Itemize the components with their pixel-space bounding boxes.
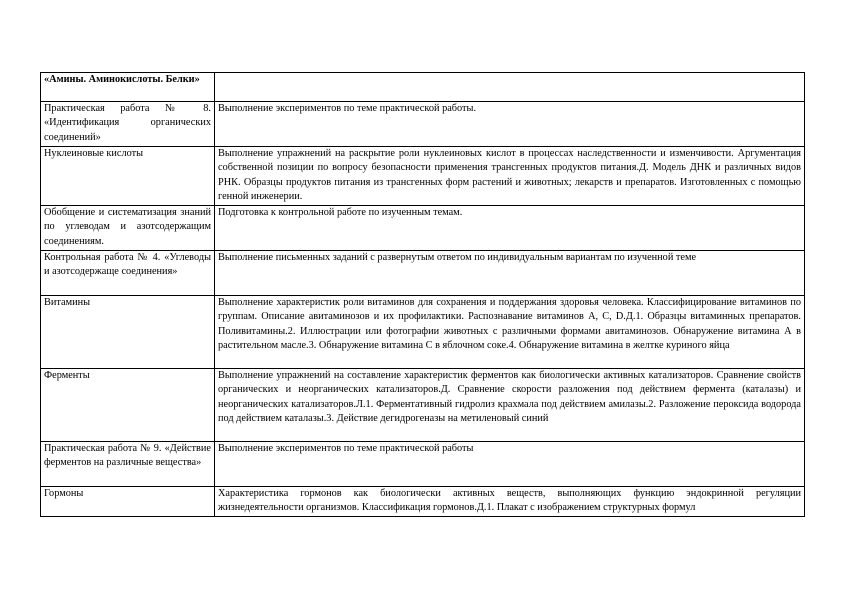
- topic-cell: Ферменты: [41, 369, 215, 442]
- table-row: [41, 369, 805, 442]
- activity-cell: Выполнение характеристик роли витаминов для сохранения и поддержания здоровья человека. Классифицирование витаминов по группам. Описание авитаминозов и их профилактики. Распознавание витаминов А, С, D.Д.1. Образцы витаминных препаратов. Поливитамины.2. Иллюстрации или фотографии животных с различными формами авитаминозов. Обнаружение витамина А в растительном масле.3. Обнаружение витамина С в яблочном соке.4. Обнаружение витамина в желтке куриного яйца: [215, 296, 805, 369]
- activity-cell: Характеристика гормонов как биологически активных веществ, выполняющих функцию эндокринной регуляции жизнедеятельности организмов. Классификация гормонов.Д.1. Плакат с изображением структурных формул: [215, 487, 805, 517]
- table-row: [41, 73, 805, 102]
- topic-cell: «Амины. Аминокислоты. Белки»: [41, 73, 215, 102]
- activity-cell: Подготовка к контрольной работе по изученным темам.: [215, 206, 805, 251]
- topic-cell: Практическая работа № 9. «Действие ферментов на различные вещества»: [41, 442, 215, 487]
- activity-cell: Выполнение упражнений на раскрытие роли нуклеиновых кислот в процессах наследственности и изменчивости. Аргументация собственной позиции по вопросу безопасности применения трансгенных продуктов питания.Д. Модель ДНК и различных видов РНК. Образцы продуктов питания из трансгенных форм растений и животных; лекарств и препаратов. Изготовленных с помощью генной инженерии.: [215, 147, 805, 206]
- topic-cell: Обобщение и систематизация знаний по углеводам и азотсодержащим соединениям.: [41, 206, 215, 251]
- activity-cell: Выполнение упражнений на составление характеристик ферментов как биологически активных катализаторов. Сравнение свойств органических и неорганических катализаторов.Д. Сравнение скорости разложения под действием фермента (каталазы) и неорганических катализаторов.Л.1. Ферментативный гидролиз крахмала под действием амилазы.2. Разложение пероксида водорода под действием каталазы.3. Действие дегидрогеназы на метиленовый синий: [215, 369, 805, 442]
- activity-cell: [215, 73, 805, 102]
- activity-cell: Выполнение экспериментов по теме практической работы.: [215, 102, 805, 147]
- activity-cell: Выполнение экспериментов по теме практической работы: [215, 442, 805, 487]
- table-row: [41, 442, 805, 487]
- topic-cell: Нуклеиновые кислоты: [41, 147, 215, 206]
- topic-cell: Практическая работа № 8. «Идентификация органических соединений»: [41, 102, 215, 147]
- curriculum-table: [40, 72, 805, 517]
- topic-cell: Витамины: [41, 296, 215, 369]
- table-row: [41, 251, 805, 296]
- table-row: [41, 296, 805, 369]
- topic-cell: Гормоны: [41, 487, 215, 517]
- table-row: [41, 147, 805, 206]
- table-row: [41, 487, 805, 517]
- activity-cell: Выполнение письменных заданий с развернутым ответом по индивидуальным вариантам по изученной теме: [215, 251, 805, 296]
- table-row: [41, 102, 805, 147]
- table-row: [41, 206, 805, 251]
- topic-cell: Контрольная работа № 4. «Углеводы и азотсодержаще соединения»: [41, 251, 215, 296]
